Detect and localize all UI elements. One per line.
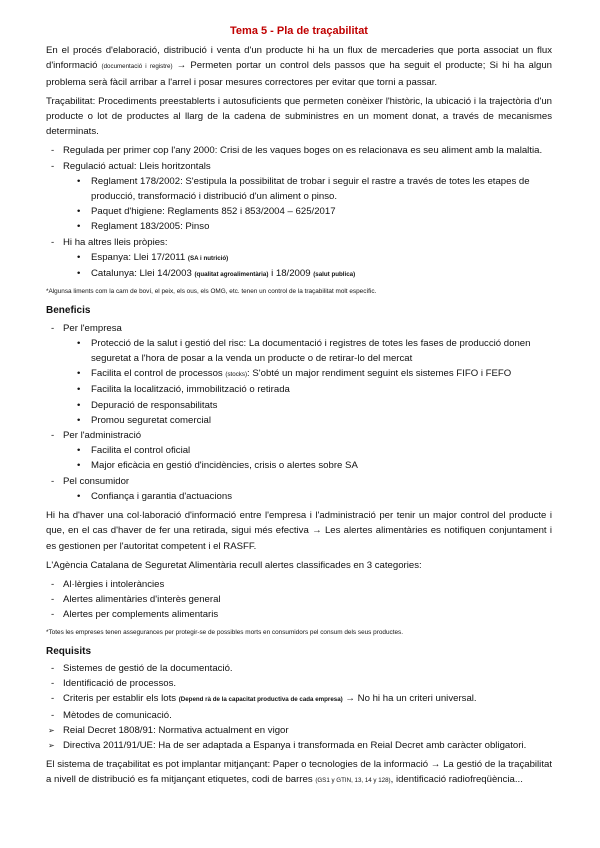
list-item: - Alertes alimentàries d'interès general (46, 592, 552, 607)
requirements-arrow-list (46, 723, 552, 753)
list-item: - Per l'administració • Facilita el control oficial • Major eficàcia en gestió d'incidències, crisis o alertes sobre SA (46, 428, 552, 474)
list-item: • Major eficàcia en gestió d'incidències, crisis o alertes sobre SA (63, 458, 552, 473)
list-item: • Depuració de responsabilitats (63, 398, 552, 413)
agency-note: *Totes les empreses tenen assegurances per protegir-se de possibles morts en consumidors pel consum dels seus productes. (46, 628, 403, 636)
list-item: • Confiança i garantia d'actuacions (63, 489, 552, 504)
list-item: • Espanya: Llei 17/2011 (SA i nutrició) (63, 250, 552, 266)
intro-paragraph: En el procés d'elaboració, distribució i venta d'un producte hi ha un flux de mercaderies que porta associat un flux d'informació (documentació i registre) → Permeten portar un control dels passos que ha seguit el producte; Si hi ha algun problema serà fàcil arribar a l'arrel i posar mesures correctores per evitar que torni a passar. (46, 45, 553, 88)
admin-benefits (63, 443, 552, 473)
company-benefits (63, 336, 552, 428)
list-item: - Hi ha altres lleis pròpies: • Espanya: Llei 17/2011 (SA i nutrició) • Catalunya: Llei 14/2003 (qualitat agroalimentària) i 18/2009 (salut publica) (46, 235, 552, 283)
page-title: Tema 5 - Pla de traçabilitat (230, 25, 368, 37)
list-item: • Facilita el control de processos (stocks): S'obté un major rendiment seguint els sistemes FIFO i FEFO (63, 366, 552, 382)
list-item: • Paquet d'higiene: Reglaments 852 i 853/2004 – 625/2017 (63, 204, 552, 219)
list-item: - Regulació actual: Lleis horitzontals • Reglament 178/2002: S'estipula la possibilitat de trobar i seguir el rastre a través de totes les etapes de producció, transformació i distribució d'un aliment o pinso. • Paquet d'higiene: Reglaments 852 i 853/2004 – 625/2017 • Reglament 183/2005: Pinso (46, 159, 552, 235)
agency-paragraph: L'Agència Catalana de Seguretat Alimentària recull alertes classificades en 3 categories: (46, 559, 422, 571)
list-item: - Mètodes de comunicació. (46, 708, 552, 723)
regulation-list (46, 143, 552, 282)
list-item: - Pel consumidor • Confiança i garantia d'actuacions (46, 474, 552, 504)
requirements-heading: Requisits (46, 645, 92, 657)
regulation-note: *Algunsa liments com la carn de boví, el peix, els ous, els OMG, etc. tenen un control de la traçabilitat molt específic. (46, 288, 377, 296)
list-item: • Protecció de la salut i gestió del risc: La documentació i registres de totes les fases de producció donen seguretat a l'hora de posar a la venda un producte o de retirar-lo del mercat (63, 336, 552, 366)
definition-paragraph: Traçabilitat: Procediments preestablerts i autosuficients que permeten conèixer l'històric, la ubicació i la trajectòria d'un producte o lot de productes al llarg de la cadena de subministres en un moment donat, a través de mecanismes determinats. (46, 95, 552, 138)
closing-paragraph: El sistema de traçabilitat es pot implantar mitjançant: Paper o tecnologies de la informació → La gestió de la traçabilitat a nivell de distribució es fa mitjançant etiquetes, codi de barres (GS1 y GTIN, 13, 14 y 128), identificació radiofreqüència... (46, 759, 552, 786)
list-item: - Identificació de processos. (46, 676, 552, 691)
list-item: ➢ Directiva 2011/91/UE: Ha de ser adaptada a Espanya i transformada en Reial Decret amb caràcter obligatori. (46, 738, 552, 753)
list-item: - Alertes per complements alimentaris (46, 607, 552, 622)
list-item: • Reglament 178/2002: S'estipula la possibilitat de trobar i seguir el rastre a través de totes les etapes de producció, transformació i distribució d'un aliment o pinso. (63, 174, 552, 204)
list-item: ➢ Reial Decret 1808/91: Normativa actualment en vigor (46, 723, 552, 738)
list-item: • Catalunya: Llei 14/2003 (qualitat agroalimentària) i 18/2009 (salut publica) (63, 266, 552, 282)
requirements-list (46, 661, 552, 723)
own-laws-list (63, 250, 552, 282)
list-item: - Sistemes de gestió de la documentació. (46, 661, 552, 676)
document-page (46, 24, 552, 793)
consumer-benefits (63, 489, 552, 504)
list-item: • Promou seguretat comercial (63, 413, 552, 428)
collaboration-paragraph: Hi ha d'haver una col·laboració d'informació entre l'empresa i l'administració per tenir un major control del producte i que, en el cas d'haver de fer una retirada, sigui més efectiva → Les alertes alimentàries es notifiquen conjuntament i es gestionen per l'autoritat competent i el RASFF. (46, 510, 552, 552)
list-item: - Al·lèrgies i intoleràncies (46, 577, 552, 592)
list-item: • Reglament 183/2005: Pinso (63, 219, 552, 234)
benefits-list (46, 321, 552, 504)
list-item: - Regulada per primer cop l'any 2000: Crisi de les vaques boges on es relacionava es seu aliment amb la malaltia. (46, 143, 552, 158)
list-item: • Facilita el control oficial (63, 443, 552, 458)
benefits-heading: Beneficis (46, 305, 91, 317)
list-item: • Facilita la localització, immobilització o retirada (63, 382, 552, 397)
list-item: - Criteris per establir els lots (Depend rà de la capacitat productiva de cada empresa) → No hi ha un criteri universal. (46, 691, 552, 707)
list-item: - Per l'empresa • Protecció de la salut i gestió del risc: La documentació i registres de totes les fases de producció donen seguretat a l'hora de posar a la venda un producte o de retirar-lo del mercat • Facilita el control de processos (stocks): S'obté un major rendiment seguint els sistemes FIFO i FEFO • Facilita la localització, immobilització o retirada • Depuració de responsabilitats • Promou seguretat comercial (46, 321, 552, 428)
alert-categories-list (46, 577, 552, 623)
current-regulation-list (63, 174, 552, 235)
